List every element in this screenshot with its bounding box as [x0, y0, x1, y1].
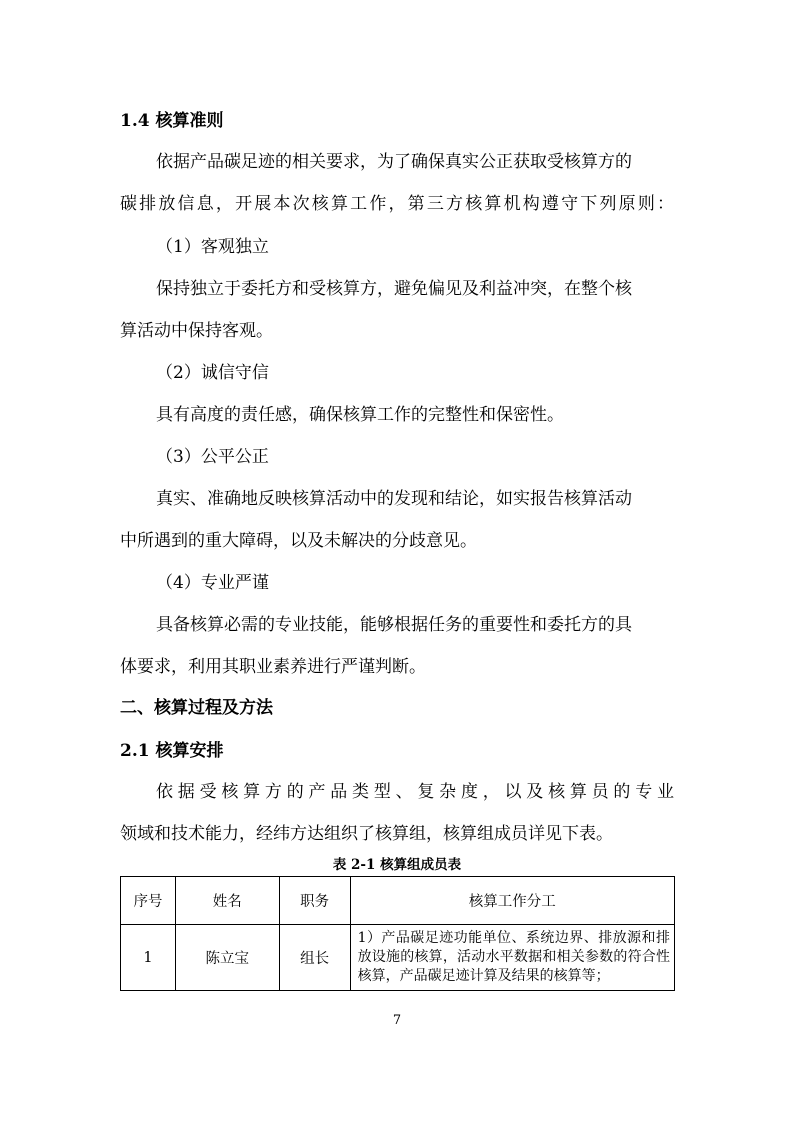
table-header-row — [121, 877, 675, 925]
principle-text-3-line-2: 中所遇到的重大障碍，以及未解决的分歧意见。 — [120, 531, 477, 551]
header-role: 职务 — [279, 877, 350, 925]
chapter-heading-2: 二、核算过程及方法 — [120, 698, 273, 718]
table-row — [121, 925, 675, 991]
cell-no: 1 — [121, 925, 176, 991]
header-no: 序号 — [121, 877, 176, 925]
principle-title-2: （2）诚信守信 — [156, 363, 269, 383]
intro-paragraph-line-2: 碳排放信息，开展本次核算工作，第三方核算机构遵守下列原则： — [120, 194, 674, 214]
principle-text-1-line-2: 算活动中保持客观。 — [120, 321, 273, 341]
principle-text-4-line-2: 体要求，利用其职业素养进行严谨判断。 — [120, 657, 426, 677]
table-caption: 表 2-1 核算组成员表 — [332, 857, 462, 873]
cell-duty: 1）产品碳足迹功能单位、系统边界、排放源和排放设施的核算，活动水平数据和相关参数的符合性核算，产品碳足迹计算及结果的核算等； — [350, 925, 674, 991]
principle-text-1-line-1: 保持独立于委托方和受核算方，避免偏见及利益冲突，在整个核 — [156, 279, 632, 299]
team-members-table — [120, 876, 675, 991]
arrangement-paragraph-line-2: 领域和技术能力，经纬方达组织了核算组，核算组成员详见下表。 — [120, 824, 613, 844]
cell-role: 组长 — [279, 925, 350, 991]
principle-title-4: （4）专业严谨 — [156, 573, 269, 593]
section-heading-1-4: 1.4 核算准则 — [120, 111, 224, 131]
principle-title-1: （1）客观独立 — [156, 237, 269, 257]
principle-title-3: （3）公平公正 — [156, 447, 269, 467]
principle-text-3-line-1: 真实、准确地反映核算活动中的发现和结论，如实报告核算活动 — [156, 489, 632, 509]
cell-name: 陈立宝 — [175, 925, 279, 991]
header-name: 姓名 — [175, 877, 279, 925]
intro-paragraph-line-1: 依据产品碳足迹的相关要求，为了确保真实公正获取受核算方的 — [156, 152, 632, 172]
page-number: 7 — [392, 1013, 402, 1028]
header-duty: 核算工作分工 — [350, 877, 674, 925]
principle-text-2-line-1: 具有高度的责任感，确保核算工作的完整性和保密性。 — [156, 405, 564, 425]
arrangement-paragraph-line-1: 依据受核算方的产品类型、复杂度，以及核算员的专业 — [156, 782, 674, 802]
principle-text-4-line-1: 具备核算必需的专业技能，能够根据任务的重要性和委托方的具 — [156, 615, 632, 635]
section-heading-2-1: 2.1 核算安排 — [120, 741, 224, 761]
